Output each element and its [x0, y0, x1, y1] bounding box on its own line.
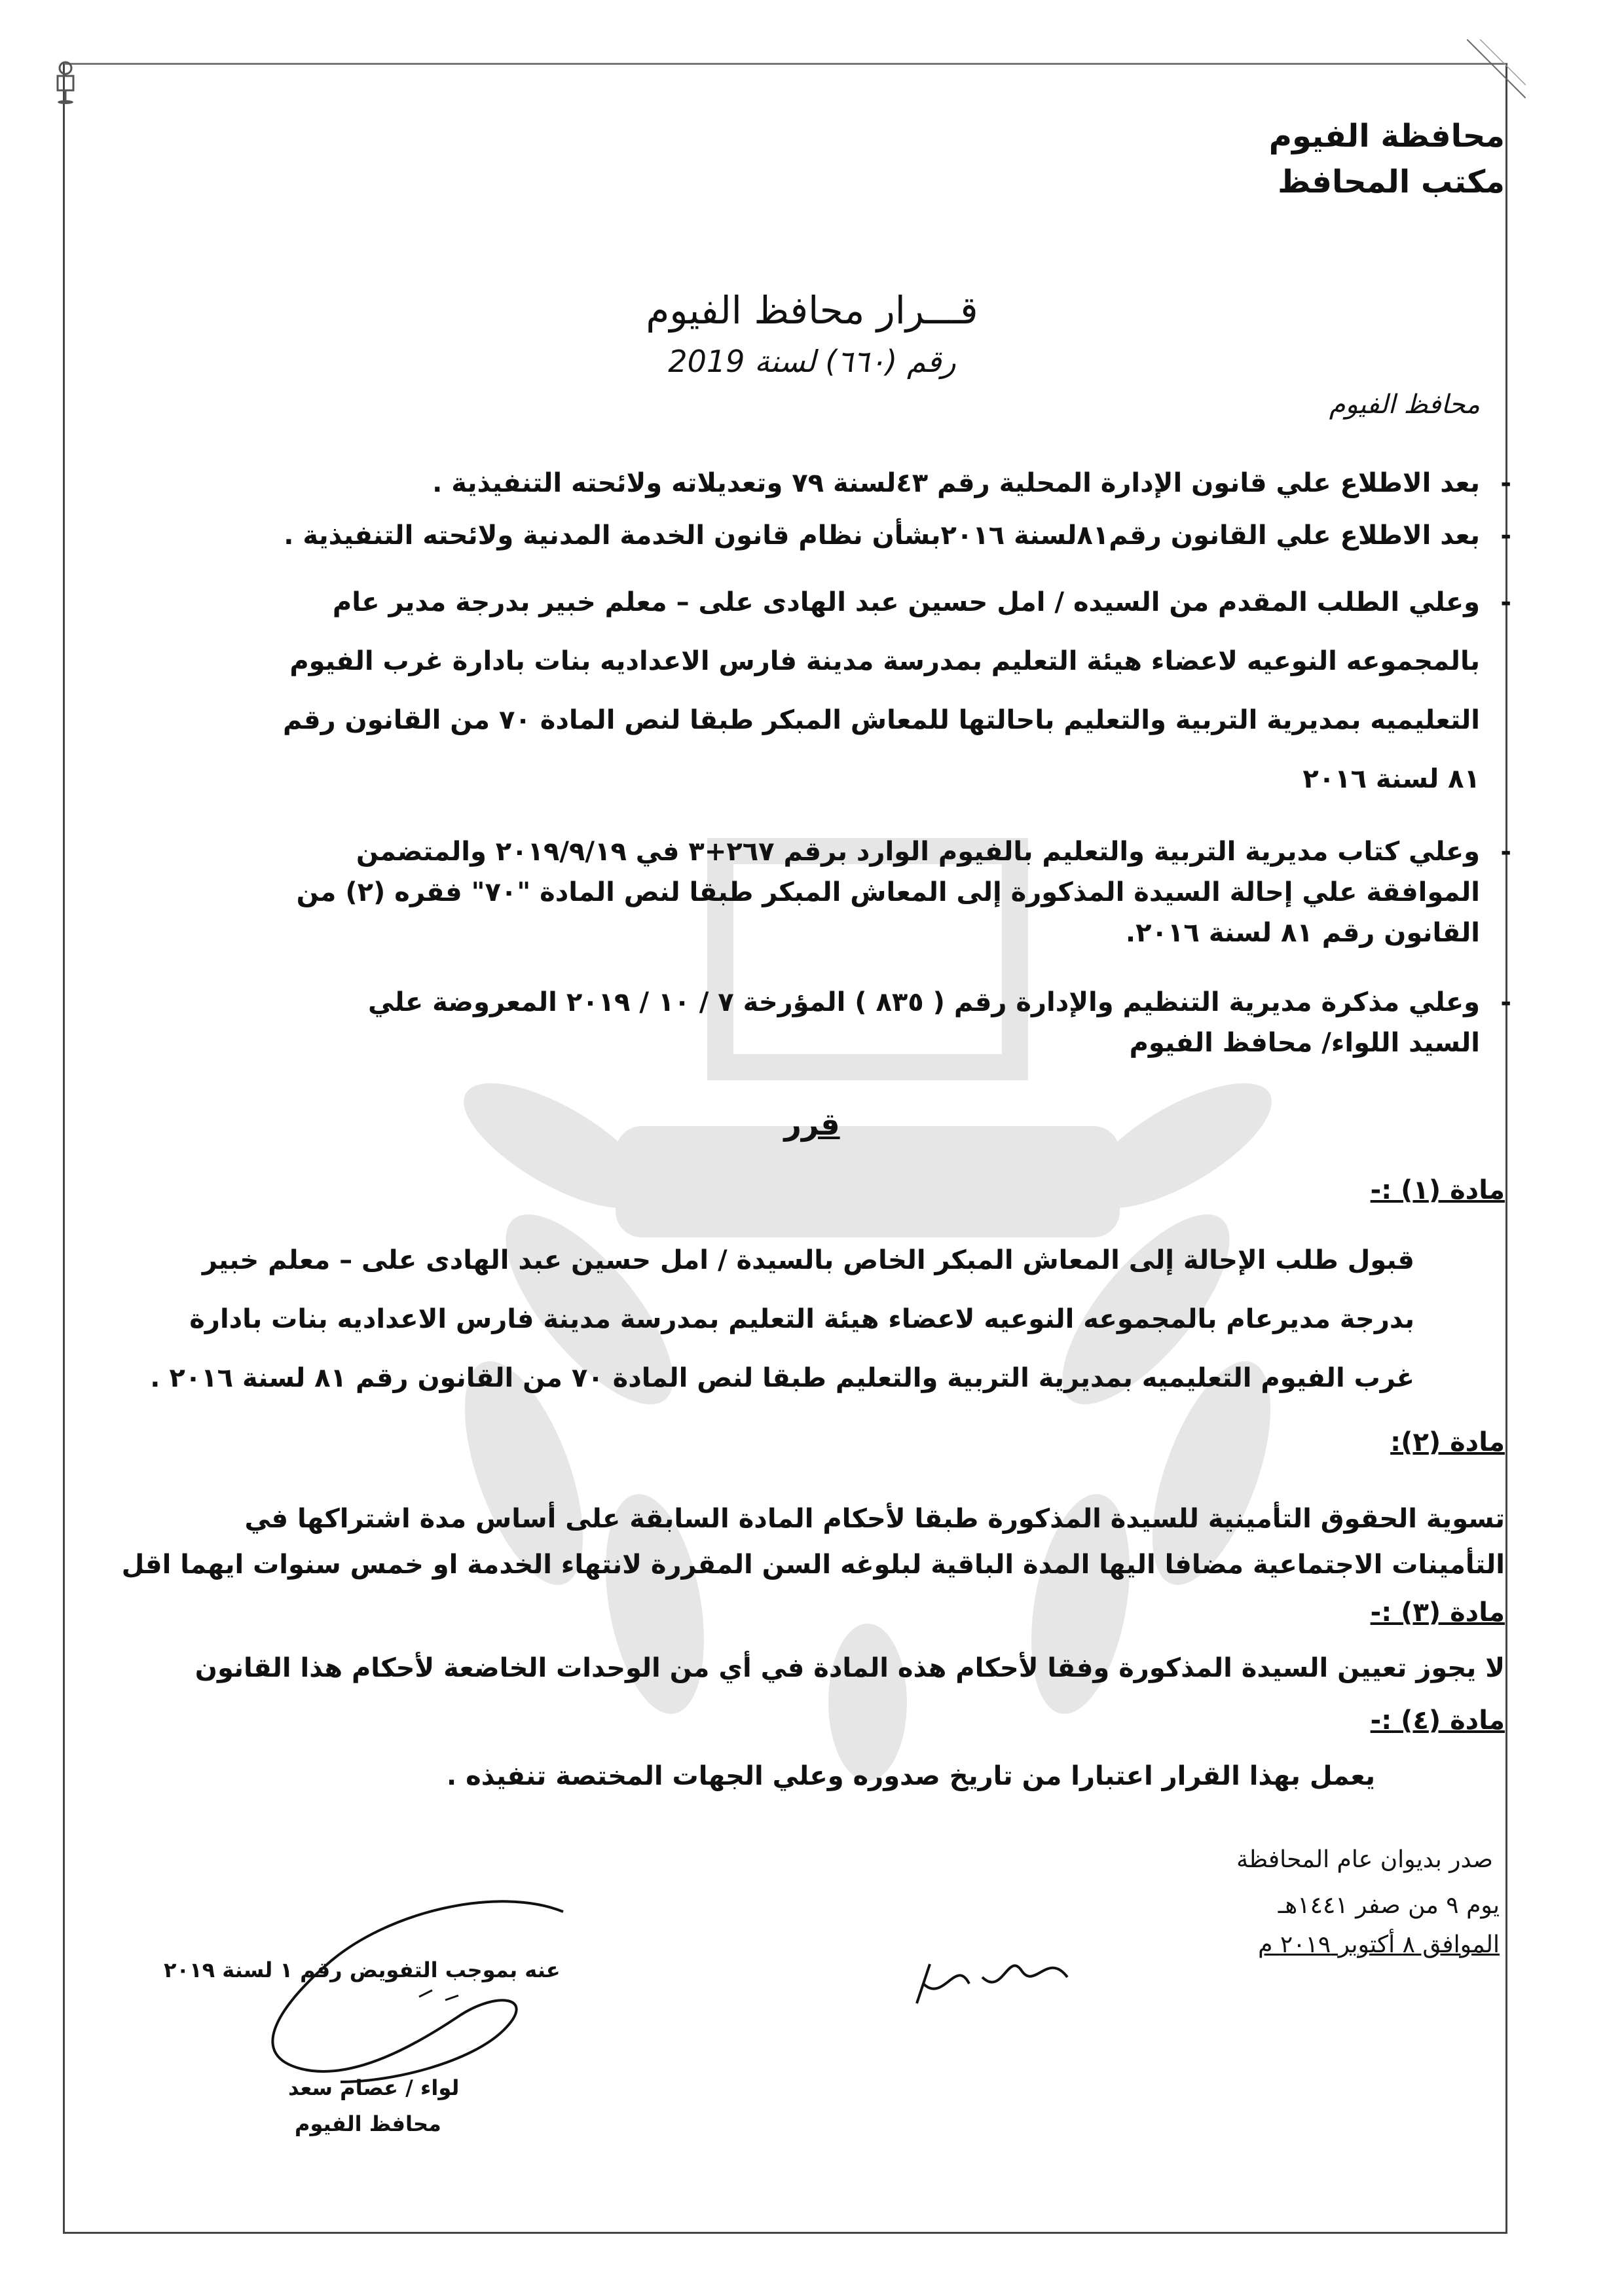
bullet-dash: -	[1500, 987, 1511, 1017]
bullet-dash: -	[1500, 520, 1511, 551]
article-line: التأمينات الاجتماعية مضافا اليها المدة الباقية لبلوغه السن المقررة لانتهاء الخدمة او خمس سنوات ايهما اقل	[121, 1550, 1505, 1580]
preamble-line: السيد اللواء/ محافظ الفيوم	[1129, 1028, 1480, 1058]
preamble-item	[236, 831, 1511, 953]
article-3-body	[156, 1653, 1505, 1683]
article-line: قبول طلب الإحالة إلى المعاش المبكر الخاص بالسيدة / امل حسين عبد الهادى على – معلم خبير	[202, 1245, 1414, 1275]
issuance-hijri-date: يوم ٩ من صفر ١٤٤١هـ	[1278, 1892, 1500, 1919]
signatory-title: محافظ الفيوم	[295, 2111, 441, 2136]
preamble-line: الموافقة علي إحالة السيدة المذكورة إلى المعاش المبكر طبقا لنص المادة "٧٠" فقره (٢) من	[296, 877, 1480, 907]
preamble-line: وعلي مذكرة مديرية التنظيم والإدارة رقم ( ٨٣٥ ) المؤرخة ٧ / ١٠ / ٢٠١٩ المعروضة علي	[368, 987, 1480, 1017]
preamble-line: بالمجموعه النوعيه لاعضاء هيئة التعليم بمدرسة مدينة فارس الاعداديه بنات بادارة غرب الفيوم	[289, 646, 1480, 676]
header-office: مكتب المحافظ	[1278, 164, 1505, 200]
emblem-icon	[46, 59, 85, 105]
bullet-dash: -	[1500, 468, 1511, 498]
article-1-body	[150, 1231, 1414, 1408]
preamble-item	[236, 520, 1511, 551]
signatory-name: لواء / عصام سعد	[288, 2075, 460, 2100]
preamble-line: وعلي الطلب المقدم من السيده / امل حسين عبد الهادى على – معلم خبير بدرجة مدير عام	[332, 587, 1480, 617]
article-line: يعمل بهذا القرار اعتبارا من تاريخ صدوره وعلي الجهات المختصة تنفيذه .	[447, 1761, 1375, 1791]
preamble-line: ٨١ لسنة ٢٠١٦	[1302, 764, 1480, 794]
handwritten-initials	[904, 1938, 1074, 2016]
article-4-body	[447, 1761, 1375, 1791]
article-line: غرب الفيوم التعليميه بمديرية التربية والتعليم طبقا لنص المادة ٧٠ من القانون رقم ٨١ لسنة ٢٠١٦ .	[150, 1363, 1414, 1393]
preamble-line: وعلي كتاب مديرية التربية والتعليم بالفيوم الوارد برقم ٢٦٧+٣ في ٢٠١٩/٩/١٩ والمتضمن	[356, 837, 1480, 867]
bullet-dash: -	[1500, 587, 1511, 617]
article-line: لا يجوز تعيين السيدة المذكورة وفقا لأحكام هذه المادة في أي من الوحدات الخاضعة لأحكام هذا القانون	[194, 1653, 1505, 1683]
article-line: بدرجة مديرعام بالمجموعه النوعيه لاعضاء هيئة التعليم بمدرسة مدينة فارس الاعداديه بنات بادارة	[189, 1304, 1414, 1334]
preamble-item	[236, 468, 1511, 498]
preamble-item	[236, 982, 1511, 1063]
delegation-authority: عنه بموجب التفويض رقم ١ لسنة ٢٠١٩	[164, 1958, 561, 1982]
preamble-line: التعليميه بمديرية التربية والتعليم باحالتها للمعاش المبكر طبقا لنص المادة ٧٠ من القانون رقم	[283, 705, 1480, 735]
preamble-line: بعد الاطلاع علي قانون الإدارة المحلية رقم ٤٣لسنة ٧٩ وتعديلاته ولائحته التنفيذية .	[432, 468, 1480, 498]
article-2-heading: مادة (٢):	[1390, 1427, 1505, 1457]
article-4-heading: مادة (٤) :-	[1370, 1705, 1505, 1736]
article-2-body	[121, 1496, 1505, 1588]
preamble-item	[236, 573, 1511, 809]
preamble-line: القانون رقم ٨١ لسنة ٢٠١٦.	[1125, 918, 1480, 948]
header-governorate: محافظة الفيوم	[1268, 118, 1505, 155]
decree-title: قـــرار محافظ الفيوم	[646, 288, 978, 333]
preamble-line: بعد الاطلاع علي القانون رقم٨١لسنة ٢٠١٦بشأن نظام قانون الخدمة المدنية ولائحته التنفيذية .	[284, 520, 1480, 551]
article-1-heading: مادة (١) :-	[1370, 1175, 1505, 1205]
issuance-gregorian-date: الموافق ٨ أكتوبر ٢٠١٩ م	[1258, 1931, 1500, 1958]
decree-reference: رقم (٦٦٠) لسنة 2019	[668, 344, 956, 379]
issuance-place: صدر بديوان عام المحافظة	[1236, 1846, 1493, 1873]
issuer-label: محافظ الفيوم	[1329, 390, 1480, 420]
handwritten-signature	[223, 1886, 589, 2095]
bullet-dash: -	[1500, 837, 1511, 867]
article-line: تسوية الحقوق التأمينية للسيدة المذكورة طبقا لأحكام المادة السابقة على أساس مدة اشتراكها في	[244, 1504, 1505, 1534]
article-3-heading: مادة (٣) :-	[1370, 1597, 1505, 1628]
page-corner-icon	[1467, 39, 1526, 98]
decision-heading: قرر	[784, 1106, 840, 1142]
